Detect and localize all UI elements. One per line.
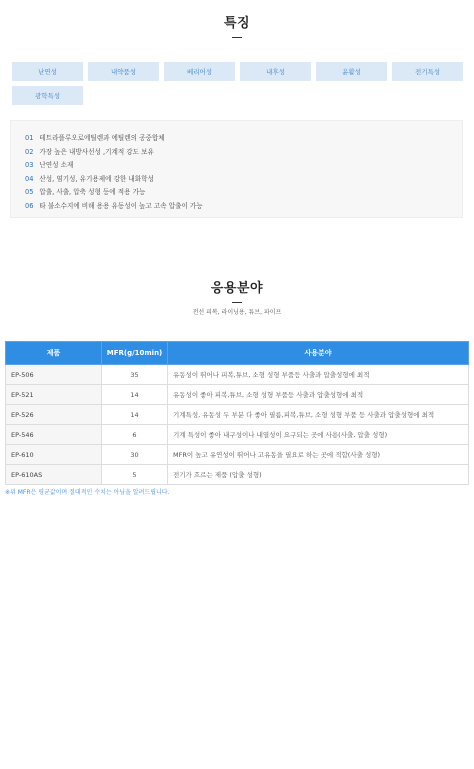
tag-weather-resistance[interactable]: 내후성	[240, 62, 311, 81]
mfr-cell: 14	[102, 405, 168, 425]
title-divider	[232, 302, 242, 303]
table-row	[6, 405, 469, 425]
product-cell: EP-521	[6, 385, 102, 405]
feature-item	[25, 173, 448, 187]
applications-title: 응용분야	[210, 281, 264, 296]
table-header-row	[6, 342, 469, 365]
tag-flame-retardant[interactable]: 난연성	[12, 62, 83, 81]
feature-item	[25, 132, 448, 146]
feature-text: 타 불소수지에 비해 용용 유동성이 높고 고속 압출이 가능	[39, 201, 203, 210]
mfr-cell: 14	[102, 385, 168, 405]
feature-text: 산성, 염기성, 유기용제에 강한 내화학성	[39, 174, 154, 183]
applications-section-title	[0, 277, 474, 303]
features-title: 특징	[223, 16, 251, 31]
mfr-cell: 6	[102, 425, 168, 445]
table-row	[6, 425, 469, 445]
feature-tags	[12, 62, 464, 105]
feature-number: 03	[25, 161, 34, 169]
use-cell: 전기가 흐르는 제품 (압출 성형)	[168, 465, 469, 485]
table-row	[6, 445, 469, 465]
feature-number: 04	[25, 174, 34, 183]
use-cell: MFR이 높고 유연성이 뛰어나 고유동을 필요로 하는 곳에 적합(사출 성형)	[168, 445, 469, 465]
feature-number: 06	[25, 201, 34, 210]
use-cell: 기계특성, 유동성 두 부분 다 좋아 필름,피복,튜브, 소형 성형 부품 등 사출과 압출성형에 최적	[168, 405, 469, 425]
product-cell: EP-610AS	[6, 465, 102, 485]
feature-number: 02	[25, 147, 34, 156]
product-cell: EP-506	[6, 365, 102, 385]
feature-text: 테트라플루오로에틸렌과 에틸렌의 공중합체	[39, 134, 165, 142]
feature-text: 난연성 소재	[39, 161, 74, 169]
table-row	[6, 365, 469, 385]
features-section-title	[0, 12, 474, 38]
applications-subtitle: 전선 피복, 라이닝용, 튜브, 파이프	[192, 309, 282, 316]
use-cell: 유동성이 좋아 피복,튜브, 소형 성형 부품등 사출과 압출성형에 최적	[168, 385, 469, 405]
feature-number: 05	[25, 188, 34, 196]
mfr-cell: 5	[102, 465, 168, 485]
feature-item	[25, 200, 448, 214]
feature-number: 01	[25, 134, 34, 142]
tag-electrical[interactable]: 전기특성	[392, 62, 463, 81]
mfr-note: ※위 MFR은 평균값이며 절대적인 수치는 아님을 알려드립니다.	[5, 489, 170, 496]
mfr-cell: 30	[102, 445, 168, 465]
feature-text: 가장 높은 내방사선성 ,기계적 강도 보유	[39, 147, 154, 156]
feature-text: 압출, 사출, 압축 성형 등에 적용 가능	[39, 188, 146, 196]
feature-item	[25, 146, 448, 160]
feature-item	[25, 186, 448, 200]
tag-lubricity[interactable]: 윤활성	[316, 62, 387, 81]
table-row	[6, 465, 469, 485]
mfr-cell: 35	[102, 365, 168, 385]
product-cell: EP-610	[6, 445, 102, 465]
use-cell: 기계 특성이 좋아 내구성이나 내열성이 요구되는 곳에 사용(사출, 압출 성형)	[168, 425, 469, 445]
feature-item	[25, 159, 448, 173]
feature-list	[10, 120, 463, 218]
header-product: 제품	[6, 342, 102, 365]
header-use: 사용분야	[168, 342, 469, 365]
tag-optical[interactable]: 광학특성	[12, 86, 83, 105]
product-cell: EP-546	[6, 425, 102, 445]
tag-barrier[interactable]: 베리어성	[164, 62, 235, 81]
table-row	[6, 385, 469, 405]
use-cell: 유동성이 뛰어나 피복,튜브, 소형 성형 부품등 사출과 압출성형에 최적	[168, 365, 469, 385]
tag-chemical-resistance[interactable]: 내약품성	[88, 62, 159, 81]
product-cell: EP-526	[6, 405, 102, 425]
title-divider	[232, 37, 242, 38]
product-table	[5, 341, 469, 485]
header-mfr: MFR(g/10min)	[102, 342, 168, 365]
